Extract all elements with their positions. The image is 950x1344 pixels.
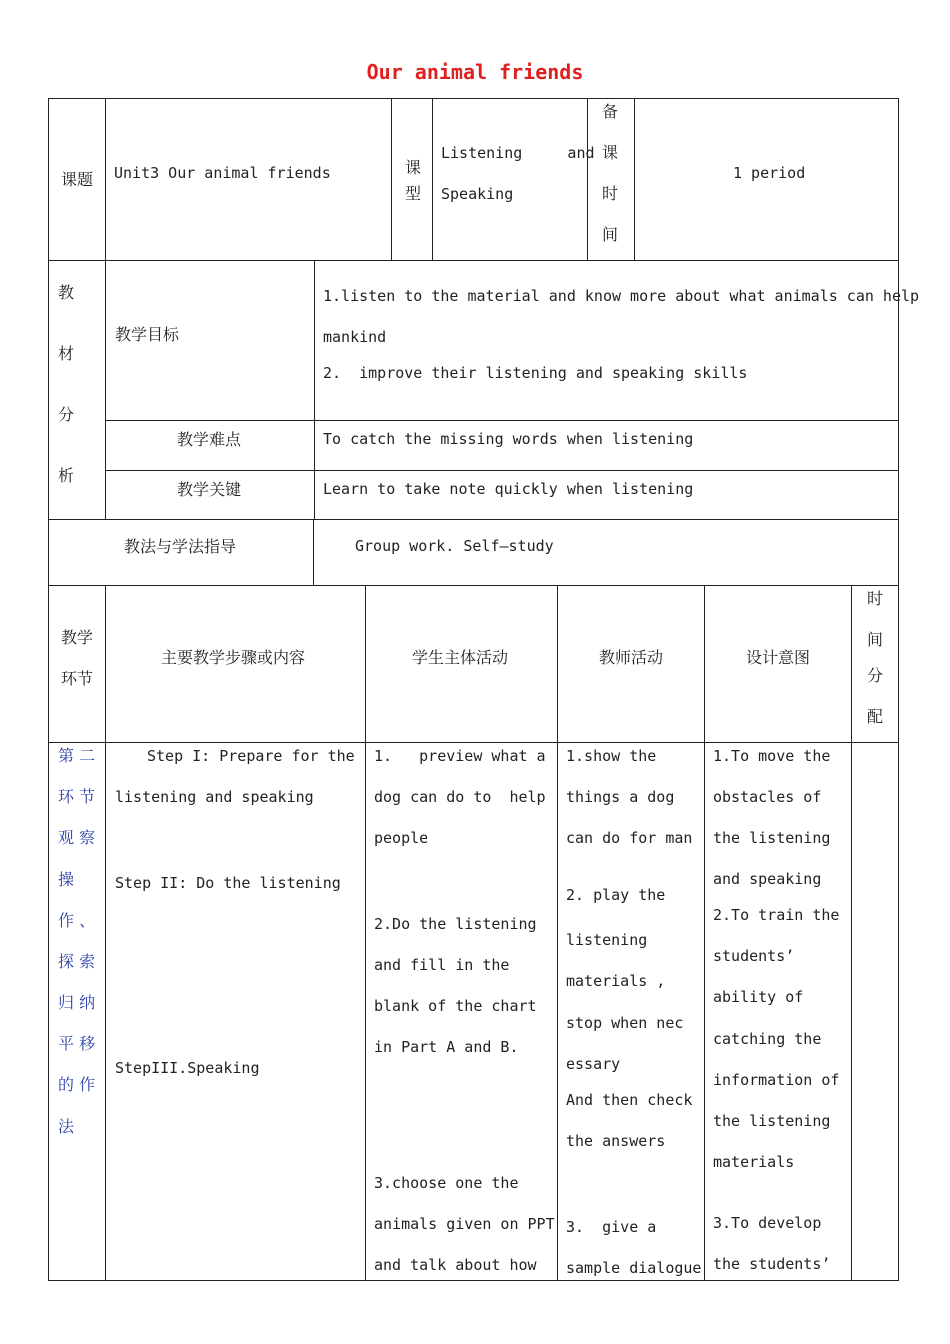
col-divider xyxy=(432,98,433,260)
difficulty-value: To catch the missing words when listening xyxy=(323,430,694,448)
col-stage-2: 环节 xyxy=(61,669,94,688)
method-label: 教法与学法指导 xyxy=(124,537,237,556)
teacher-1-line: can do for man xyxy=(566,829,693,847)
col-divider xyxy=(557,585,558,1281)
col-divider xyxy=(634,98,635,260)
student-3-line: and talk about how xyxy=(374,1256,537,1274)
teacher-2-line: stop when nec xyxy=(566,1014,684,1032)
objectives-line-2: 2. improve their listening and speaking skills xyxy=(323,364,748,382)
method-value: Group work. Self—study xyxy=(355,537,554,555)
col-time-2: 间 xyxy=(867,630,884,649)
col-stage-1: 教学 xyxy=(61,628,94,647)
col-time-4: 配 xyxy=(867,707,884,726)
teacher-1-line: things a dog xyxy=(566,788,675,806)
design-1-line: the listening xyxy=(713,829,831,847)
design-2-line: information of xyxy=(713,1071,840,1089)
student-1-line: 1. preview what a xyxy=(374,747,546,765)
stage-line: 归 纳 xyxy=(58,993,96,1012)
teacher-2-line: essary xyxy=(566,1055,621,1073)
col-divider xyxy=(391,98,392,260)
teacher-2-line: the answers xyxy=(566,1132,666,1150)
design-2-line: the listening xyxy=(713,1112,831,1130)
topic-label: 课题 xyxy=(61,170,94,189)
prep-label-2: 课 xyxy=(602,143,619,162)
step-1-line-2: listening and speaking xyxy=(115,788,314,806)
col-steps: 主要教学步骤或内容 xyxy=(161,648,306,667)
objectives-line-1: 1.listen to the material and know more about what animals can help xyxy=(323,287,920,305)
teacher-3-line: sample dialogue xyxy=(566,1259,702,1277)
teacher-2-line: And then check xyxy=(566,1091,693,1109)
design-2-line: ability of xyxy=(713,988,804,1006)
stage-line: 法 xyxy=(58,1117,75,1136)
col-divider xyxy=(851,585,852,1281)
student-2-line: in Part A and B. xyxy=(374,1038,519,1056)
row-divider xyxy=(105,470,899,471)
stage-line: 操 xyxy=(58,870,75,889)
analysis-label-4: 析 xyxy=(58,466,75,485)
step-1-line-1: Step I: Prepare for the xyxy=(147,747,355,765)
row-divider xyxy=(48,260,899,261)
col-divider xyxy=(314,260,315,519)
stage-line: 观 察 xyxy=(58,828,96,847)
difficulty-label: 教学难点 xyxy=(177,430,242,449)
col-teacher: 教师活动 xyxy=(599,648,664,667)
type-value-2: Speaking xyxy=(441,185,514,203)
design-2-line: catching the xyxy=(713,1030,822,1048)
stage-line: 作 、 xyxy=(58,911,96,930)
key-value: Learn to take note quickly when listening xyxy=(323,480,694,498)
design-2-line: materials xyxy=(713,1153,795,1171)
objectives-line-1b: mankind xyxy=(323,328,387,346)
col-divider xyxy=(105,98,106,260)
design-1-line: obstacles of xyxy=(713,788,822,806)
analysis-label-1: 教 xyxy=(58,283,75,302)
stage-line: 环 节 xyxy=(58,787,96,806)
teacher-1-line: 1.show the xyxy=(566,747,657,765)
prep-label-1: 备 xyxy=(602,102,619,121)
row-divider xyxy=(105,420,899,421)
stage-line: 第 二 xyxy=(58,746,96,765)
type-value-1: Listening and xyxy=(441,144,595,162)
col-divider xyxy=(365,585,366,1281)
col-divider xyxy=(704,585,705,1281)
col-design: 设计意图 xyxy=(746,648,811,667)
type-label-1: 课 xyxy=(405,158,422,177)
design-3-line: 3.To develop xyxy=(713,1214,822,1232)
design-2-line: 2.To train the xyxy=(713,906,840,924)
stage-line: 平 移 xyxy=(58,1034,96,1053)
key-label: 教学关键 xyxy=(177,480,242,499)
teacher-2-line: 2. play the xyxy=(566,886,666,904)
teacher-3-line: 3. give a xyxy=(566,1218,657,1236)
lesson-table xyxy=(48,98,899,1281)
design-2-line: students’ xyxy=(713,947,795,965)
col-divider xyxy=(313,519,314,585)
analysis-label-3: 分 xyxy=(58,405,75,424)
document-title: Our animal friends xyxy=(366,60,584,84)
prep-value: 1 period xyxy=(733,164,806,182)
stage-line: 的 作 xyxy=(58,1075,96,1094)
col-divider xyxy=(587,98,588,260)
row-divider xyxy=(48,585,899,586)
analysis-label-2: 材 xyxy=(58,344,75,363)
col-time-1: 时 xyxy=(867,589,884,608)
student-1-line: dog can do to help xyxy=(374,788,546,806)
stage-line: 探 索 xyxy=(58,952,96,971)
student-2-line: blank of the chart xyxy=(374,997,537,1015)
student-3-line: animals given on PPT xyxy=(374,1215,555,1233)
col-divider xyxy=(105,260,106,519)
student-1-line: people xyxy=(374,829,429,847)
col-student: 学生主体活动 xyxy=(412,648,509,667)
teacher-2-line: listening xyxy=(566,931,648,949)
design-3-line: the students’ xyxy=(713,1255,831,1273)
col-time-3: 分 xyxy=(867,666,884,685)
student-3-line: 3.choose one the xyxy=(374,1174,519,1192)
student-2-line: and fill in the xyxy=(374,956,510,974)
teacher-2-line: materials , xyxy=(566,972,666,990)
design-1-line: and speaking xyxy=(713,870,822,888)
objectives-label: 教学目标 xyxy=(115,325,180,344)
col-divider xyxy=(105,585,106,1281)
design-1-line: 1.To move the xyxy=(713,747,831,765)
step-2: Step II: Do the listening xyxy=(115,874,341,892)
prep-label-3: 时 xyxy=(602,184,619,203)
topic-value: Unit3 Our animal friends xyxy=(114,164,331,182)
row-divider xyxy=(48,519,899,520)
prep-label-4: 间 xyxy=(602,225,619,244)
student-2-line: 2.Do the listening xyxy=(374,915,537,933)
step-3: StepIII.Speaking xyxy=(115,1059,260,1077)
type-label-2: 型 xyxy=(405,184,422,203)
row-divider xyxy=(48,742,899,743)
